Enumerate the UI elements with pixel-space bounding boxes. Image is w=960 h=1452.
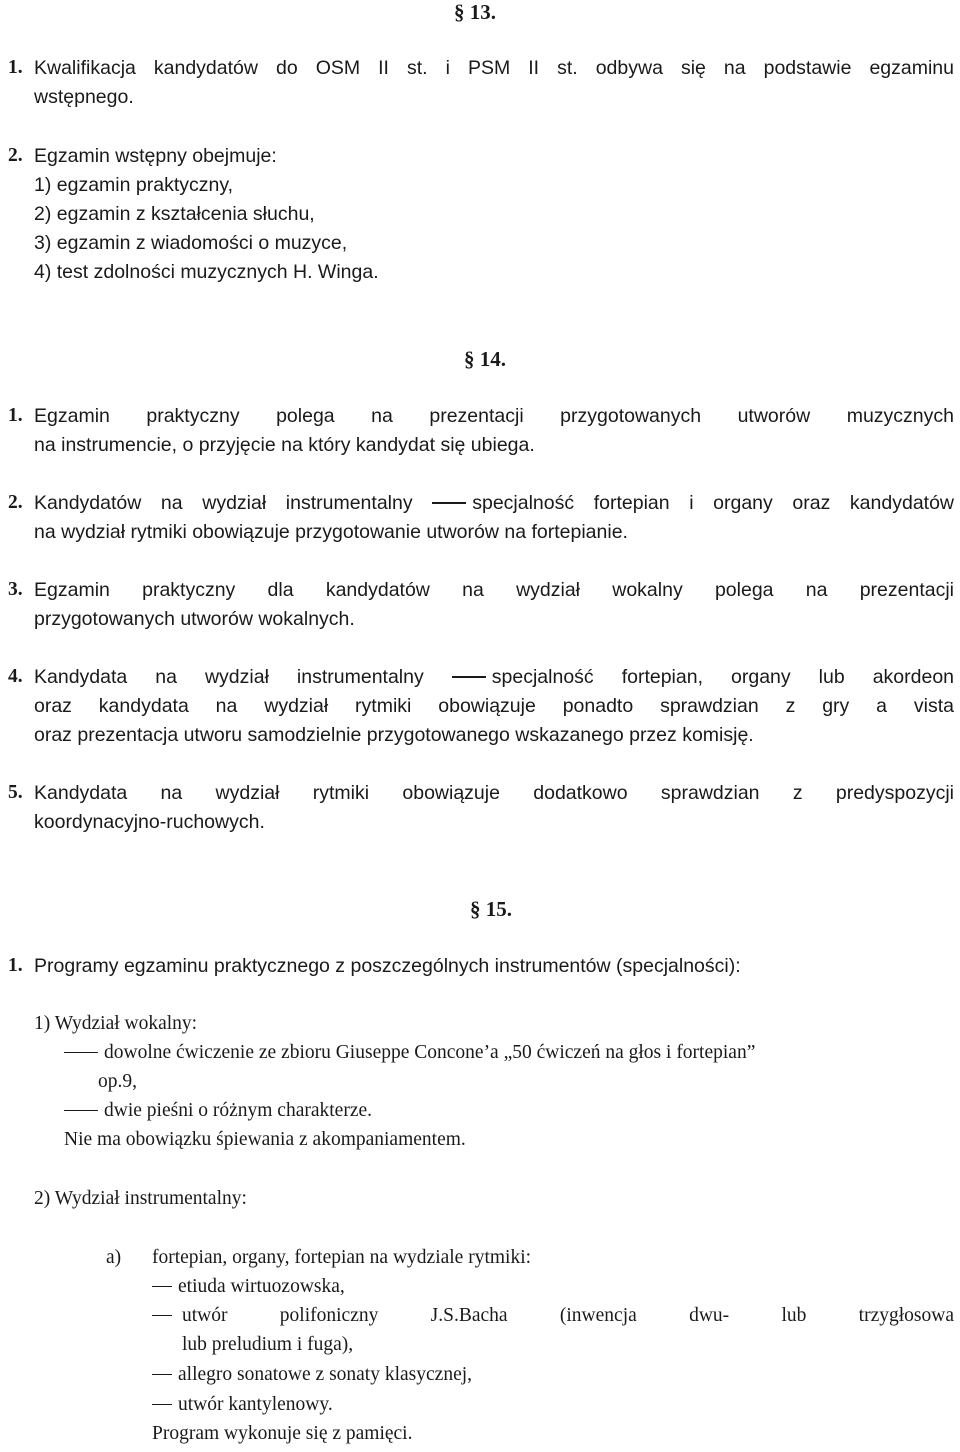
s14-p1-number: 1. [8, 405, 23, 426]
instrumental-a-title: fortepian, organy, fortepian na wydziale rytmiki: [152, 1247, 532, 1268]
s14-p1-line1: Egzamin praktyczny polega na prezentacji przygotowanych utworów muzycznych [34, 405, 954, 427]
s13-p2-item-3: 3) egzamin z wiadomości o muzyce, [34, 232, 348, 254]
s14-p4-number: 4. [8, 666, 23, 687]
instr-item-1-text: etiuda wirtuozowska, [178, 1276, 345, 1297]
instr-item-1 [152, 1276, 345, 1298]
s13-p1-number: 1. [8, 57, 23, 78]
dash-bullet [152, 1286, 172, 1288]
vocal-note: Nie ma obowiązku śpiewania z akompaniamentem. [64, 1129, 466, 1150]
section-15-heading: § 15. [470, 897, 512, 921]
s14-p3-line2: przygotowanych utworów wokalnych. [34, 608, 355, 630]
instrumental-a-label: a) [106, 1247, 122, 1268]
instr-item-4 [152, 1394, 333, 1416]
s13-p2-item-4: 4) test zdolności muzycznych H. Winga. [34, 261, 379, 283]
instr-item-3-text: allegro sonatowe z sonaty klasycznej, [178, 1364, 473, 1385]
instr-item-2-line1: utwór polifoniczny J.S.Bacha (inwencja dwu- lub trzygłosowa [182, 1305, 954, 1326]
vocal-department-title: 1) Wydział wokalny: [34, 1013, 198, 1034]
s14-p2-line2: na wydział rytmiki obowiązuje przygotowanie utworów na fortepianie. [34, 521, 628, 543]
section-13-heading: § 13. [454, 0, 496, 24]
s13-p1-line2: wstępnego. [34, 86, 134, 108]
dash-bullet [64, 1110, 98, 1112]
s14-p4-line1 [34, 666, 954, 689]
s13-p2-intro: Egzamin wstępny obejmuje: [34, 145, 277, 167]
s14-p5-number: 5. [8, 782, 23, 803]
s14-p3-line1: Egzamin praktyczny dla kandydatów na wydział wokalny polega na prezentacji [34, 579, 954, 601]
s13-p2-number: 2. [8, 145, 23, 166]
s14-p5-line1: Kandydata na wydział rytmiki obowiązuje dodatkowo sprawdzian z predyspozycji [34, 782, 954, 804]
vocal-item-1-line2: op.9, [98, 1071, 137, 1092]
s14-p4-line2: oraz kandydata na wydział rytmiki obowiązuje ponadto sprawdzian z gry a vista [34, 695, 954, 717]
dash-bullet [152, 1404, 172, 1406]
instr-item-3 [152, 1364, 472, 1386]
s14-p4-line1-part-b: specjalność fortepian, organy lub akordeon [491, 666, 955, 688]
dash-separator [432, 502, 466, 504]
s14-p3-number: 3. [8, 579, 23, 600]
dash-separator [452, 676, 486, 678]
s14-p5-line2: koordynacyjno-ruchowych. [34, 811, 265, 833]
s14-p1-line2: na instrumencie, o przyjęcie na który kandydat się ubiega. [34, 434, 535, 456]
s14-p4-line3: oraz prezentacja utworu samodzielnie przygotowanego wskazanego przez komisję. [34, 724, 754, 746]
dash-bullet [152, 1374, 172, 1376]
section-14-heading: § 14. [464, 347, 506, 371]
s14-p2-line1-part-a: Kandydatów na wydział instrumentalny [34, 492, 413, 514]
instr-item-4-text: utwór kantylenowy. [178, 1394, 333, 1415]
instrumental-note: Program wykonuje się z pamięci. [152, 1423, 413, 1444]
vocal-item-1-line1 [64, 1042, 755, 1064]
vocal-item-2 [64, 1100, 372, 1122]
s13-p2-item-2: 2) egzamin z kształcenia słuchu, [34, 203, 315, 225]
instr-item-2-line2: lub preludium i fuga), [182, 1334, 354, 1355]
vocal-item-1-text: dowolne ćwiczenie ze zbioru Giuseppe Concone’a „50 ćwiczeń na głos i fortepian” [104, 1042, 756, 1063]
s14-p2-line1-part-b: specjalność fortepian i organy oraz kandydatów [472, 492, 955, 514]
s14-p4-line1-part-a: Kandydata na wydział instrumentalny [34, 666, 424, 688]
instrumental-department-title: 2) Wydział instrumentalny: [34, 1188, 247, 1209]
s14-p2-number: 2. [8, 492, 23, 513]
s14-p2-line1 [34, 492, 954, 515]
dash-bullet [152, 1315, 172, 1317]
s15-p1-number: 1. [8, 955, 23, 976]
dash-bullet-2 [152, 1305, 178, 1327]
s15-p1-text: Programy egzaminu praktycznego z poszczególnych instrumentów (specjalności): [34, 955, 741, 977]
s13-p1-line1: Kwalifikacja kandydatów do OSM II st. i PSM II st. odbywa się na podstawie egzaminu [34, 57, 954, 79]
s13-p2-item-1: 1) egzamin praktyczny, [34, 174, 234, 196]
dash-bullet [64, 1052, 98, 1054]
vocal-item-2-text: dwie pieśni o różnym charakterze. [104, 1100, 373, 1121]
